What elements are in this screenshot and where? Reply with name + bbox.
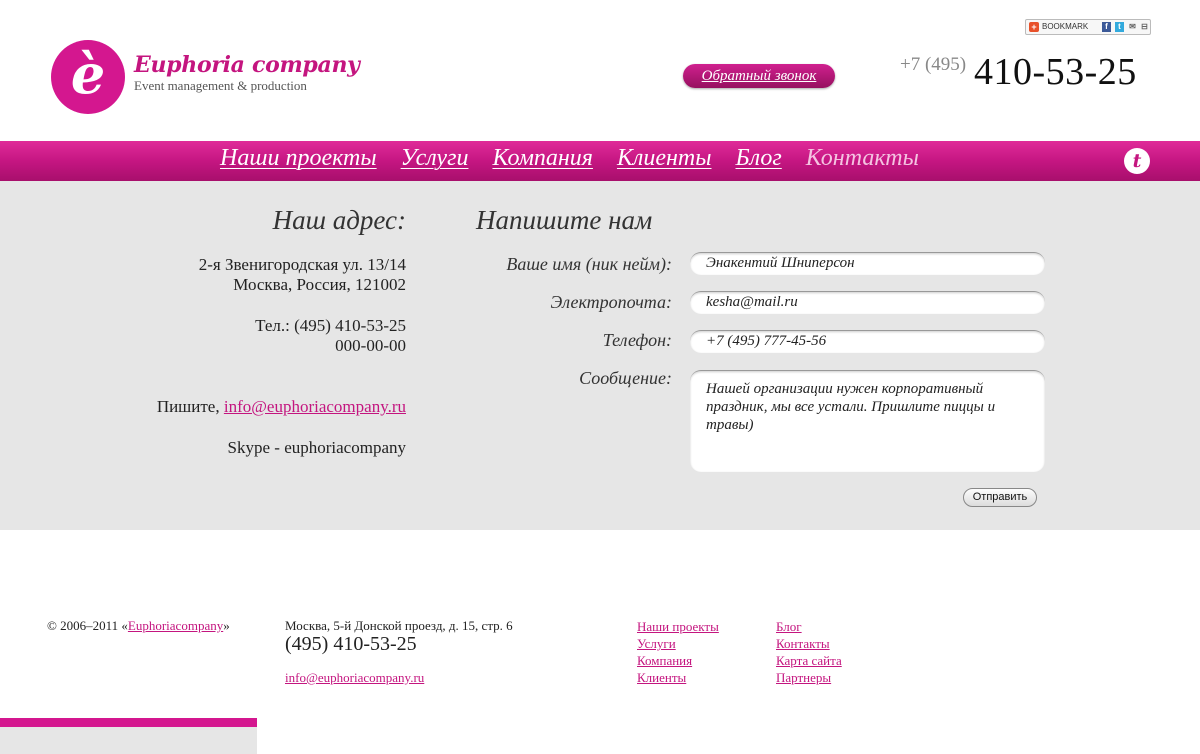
email-field[interactable]: kesha@mail.ru	[690, 291, 1045, 314]
message-field[interactable]: Нашей организации нужен корпоративный праздник, мы все устали. Пришлите пиццы и травы)	[690, 370, 1045, 472]
nav-item-company[interactable]: Компания	[492, 145, 593, 171]
phone-number: 410-53-25	[974, 51, 1137, 93]
main-nav	[0, 141, 1200, 181]
bookmark-button[interactable]	[1025, 19, 1151, 35]
copyright-link[interactable]: Euphoriacompany	[127, 618, 224, 633]
email-label: Электропочта:	[550, 292, 672, 312]
copyright-suffix: »	[223, 618, 230, 633]
nav-item-contacts[interactable]: Контакты	[805, 145, 919, 171]
phone-code: +7 (495)	[900, 54, 967, 75]
twitter-small-icon[interactable]: t	[1115, 22, 1124, 32]
more-icon[interactable]: ⊟	[1141, 22, 1148, 31]
callback-button[interactable]: Обратный звонок	[683, 64, 835, 88]
brand-tagline: Event management & production	[134, 78, 307, 93]
phone-field[interactable]: +7 (495) 777-45-56	[690, 330, 1045, 353]
address-skype: Skype - euphoriacompany	[227, 438, 406, 457]
facebook-icon[interactable]: f	[1102, 22, 1111, 32]
name-field[interactable]: Энакентий Шниперсон	[690, 252, 1045, 275]
footer-address: Москва, 5-й Донской проезд, д. 15, стр. 6	[285, 618, 513, 633]
write-label: Пишите,	[156, 397, 224, 416]
submit-button[interactable]: Отправить	[963, 488, 1037, 507]
address-title: Наш адрес:	[272, 205, 406, 235]
address-phone: Тел.: (495) 410-53-25	[255, 316, 406, 335]
footer-links-col1	[637, 618, 719, 686]
footer-link-partners[interactable]: Партнеры	[776, 670, 832, 685]
footer-links-col2	[776, 618, 842, 686]
footer-link-clients[interactable]: Клиенты	[637, 670, 687, 685]
address-city: Москва, Россия, 121002	[233, 275, 406, 294]
name-label: Ваше имя (ник нейм):	[506, 254, 672, 274]
footer-link-blog[interactable]: Блог	[776, 619, 802, 634]
nav-items	[220, 145, 943, 172]
footer-link-contacts[interactable]: Контакты	[776, 636, 830, 651]
message-label: Сообщение:	[579, 368, 672, 388]
copyright	[47, 618, 230, 634]
footer-link-sitemap[interactable]: Карта сайта	[776, 653, 842, 668]
form-title: Напишите нам	[476, 205, 653, 235]
footer-email-link[interactable]: info@euphoriacompany.ru	[285, 670, 425, 685]
footer-accent-bar	[0, 718, 257, 727]
logo-icon[interactable]	[51, 40, 125, 114]
footer-link-projects[interactable]: Наши проекты	[637, 619, 719, 634]
email-icon[interactable]: ✉	[1129, 22, 1136, 31]
address-street: 2-я Звенигородская ул. 13/14	[198, 255, 406, 274]
nav-item-blog[interactable]: Блог	[735, 145, 782, 171]
nav-item-clients[interactable]: Клиенты	[616, 145, 712, 171]
bookmark-label: BOOKMARK	[1042, 22, 1089, 31]
logo-letter: è	[70, 42, 106, 106]
bookmark-plus-icon: +	[1029, 22, 1039, 32]
twitter-icon[interactable]: t	[1124, 148, 1150, 174]
footer-link-services[interactable]: Услуги	[637, 636, 676, 651]
footer-link-company[interactable]: Компания	[637, 653, 693, 668]
address-phone-extra: 000-00-00	[335, 336, 406, 355]
nav-item-projects[interactable]: Наши проекты	[220, 145, 377, 171]
nav-item-services[interactable]: Услуги	[400, 145, 469, 171]
footer-grey-bar	[0, 727, 257, 754]
brand-name[interactable]: Euphoria company	[134, 52, 360, 78]
address-email-link[interactable]: info@euphoriacompany.ru	[223, 397, 406, 416]
phone-label: Телефон:	[602, 330, 672, 350]
address-write	[157, 397, 406, 417]
copyright-prefix: © 2006–2011 «	[47, 618, 128, 633]
footer-phone: (495) 410-53-25	[285, 633, 417, 655]
